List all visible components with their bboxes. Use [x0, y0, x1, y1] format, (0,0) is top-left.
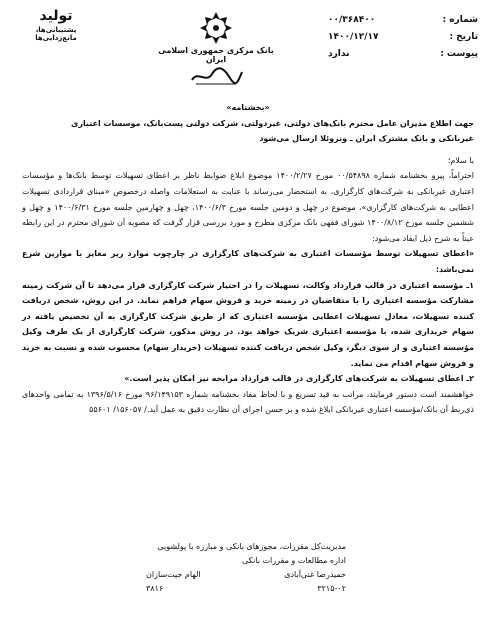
number-label: شماره :: [442, 15, 478, 25]
sig-exts: [146, 582, 346, 596]
signature-mark-icon: [186, 64, 246, 88]
sig-name-right: حمیدرضا غنی‌آبادی: [284, 570, 346, 579]
signature-block: [146, 540, 346, 596]
sig-ext-right: ۳۲۱۵-۰۲: [317, 584, 346, 593]
sig-line-1: مدیریت‌کل مقررات، مجوزهای بانکی و مبارزه با پولشویی: [157, 542, 346, 551]
item-2: ۲ـ اعطای تسهیلات به شرکت‌های کارگزاری در قالب قرارداد مرابحه نیز امکان پذیر است.»: [124, 374, 474, 384]
quote-title: «اعطای تسهیلات توسط مؤسسات اعتباری به شرکت‌های کارگزاری در چارچوب موارد زیر مغایر با موازین شرع نمی‌باشد:: [22, 249, 474, 274]
slogan-logo: [16, 8, 96, 42]
sig-line-2: اداره مطالعات و مقررات بانکی: [242, 556, 346, 565]
meta-attachment-row: [328, 46, 478, 63]
letter-meta: [328, 12, 478, 63]
item-1: ۱ـ مؤسسه اعتباری در قالب قرارداد وکالت، تسهیلات را در اختیار شرکت کارگزاری قرار می‌دهد تا آن شرکت زمینه مشارکت مؤسسه اعتباری را با متقاضیان در زمینه خرید و فروش سهام فراهم نماید. در این روش، شخص دریافت کننده تسهیلات، معادل تسهیلات اعطایی مؤسسه اعتباری که از طریق شرکت کارگزاری به آن تخصیص یافته در سهام خریداری شده، با مؤسسه اعتباری شریک خواهد بود. در روش مذکور، شرکت کارگزاری از یک طرف وکیل مؤسسه اعتباری و از سوی دیگر، وکیل شخص دریافت کننده تسهیلات (خریدار سهام) محسوب شده و نسبت به خرید و فروش سهام اقدام می نماید.: [22, 280, 474, 368]
meta-number-row: [328, 12, 478, 29]
meta-date-row: [328, 29, 478, 46]
attachment-label: پیوست :: [440, 49, 478, 59]
date-value: ۱۴۰۰/۱۲/۱۷: [328, 32, 379, 42]
slogan-small: پشتیبانی‌ها، مانع‌زدایی‌ها: [35, 26, 77, 42]
circular-heading: «بخشنامه»: [226, 103, 270, 112]
sig-name-left: الهام جیت‌سازان: [146, 570, 201, 579]
sig-names: [146, 568, 346, 582]
closing-paragraph: خواهشمند است دستور فرمایند، مراتب به قید تسریع و با لحاظ مفاد بخشنامه شماره ۹۶/۱۴۹۱۵۳ مورخ ۱۳۹۶/۵/۱۶ به تمامی واحدهای ذی‌ربط آن بانک/مؤسسه اعتباری غیربانکی ابلاغ شده و بر حسن اجرای آن نظارت دقیق به عمل آید./ ۱۵۶۰۵۷/ ۵۵۶۰۱: [22, 389, 475, 415]
slogan-big: تولید: [39, 8, 73, 24]
central-bank-emblem-icon: [198, 10, 234, 46]
recipients-line-1: جهت اطلاع مدیران عامل محترم بانک‌های دولتی، غیردولتی، شرکت دولتی پست‌بانک، موسسات اعتباری: [71, 118, 474, 128]
number-value: ۰۰/۳۶۸۴۰۰: [328, 15, 376, 25]
sig-ext-left: ۳۸۱۶: [146, 584, 164, 593]
paragraph-1: احتراماً، پیرو بخشنامه شماره ۰۰/۵۴۸۹۸ مورخ ۱۴۰۰/۲/۲۷ موضوع ابلاغ ضوابط ناظر بر اعطای تسهیلات توسط بانک‌ها و مؤسسات اعتباری غیربانکی به شرکت‌های کارگزاری، به استحضار می‌رساند با عنایت به استعلامات واصله درخصوص «مبنای قراردادی تسهیلات اعطایی به شرکت‌های کارگزاری»، موضوع در چهل و دومین جلسه مورخ ۱۴۰۰/۶/۳، چهل و چهارمین جلسه مورخ ۱۴۰۰/۶/۳۱ و چهل و ششمین جلسه مورخ ۱۴۰۰/۸/۱۲ شورای فقهی بانک مرکزی مطرح و مورد بررسی قرار گرفت که مصوبه آن شورای محترم در این رابطه عیناً به شرح ذیل ایفاد می‌شود:: [22, 171, 475, 243]
bank-name-title: بانک مرکزی جمهوری اسلامی ایران: [158, 46, 274, 64]
salutation: با سلام؛: [447, 155, 474, 165]
attachment-value: ندارد: [328, 49, 350, 59]
letter-body: [22, 100, 474, 418]
date-label: تاریخ :: [449, 32, 478, 42]
recipients-line-2: غیربانکی و بانک مشترک ایران ـ ونزوئلا ارسال می‌شود: [259, 134, 474, 144]
